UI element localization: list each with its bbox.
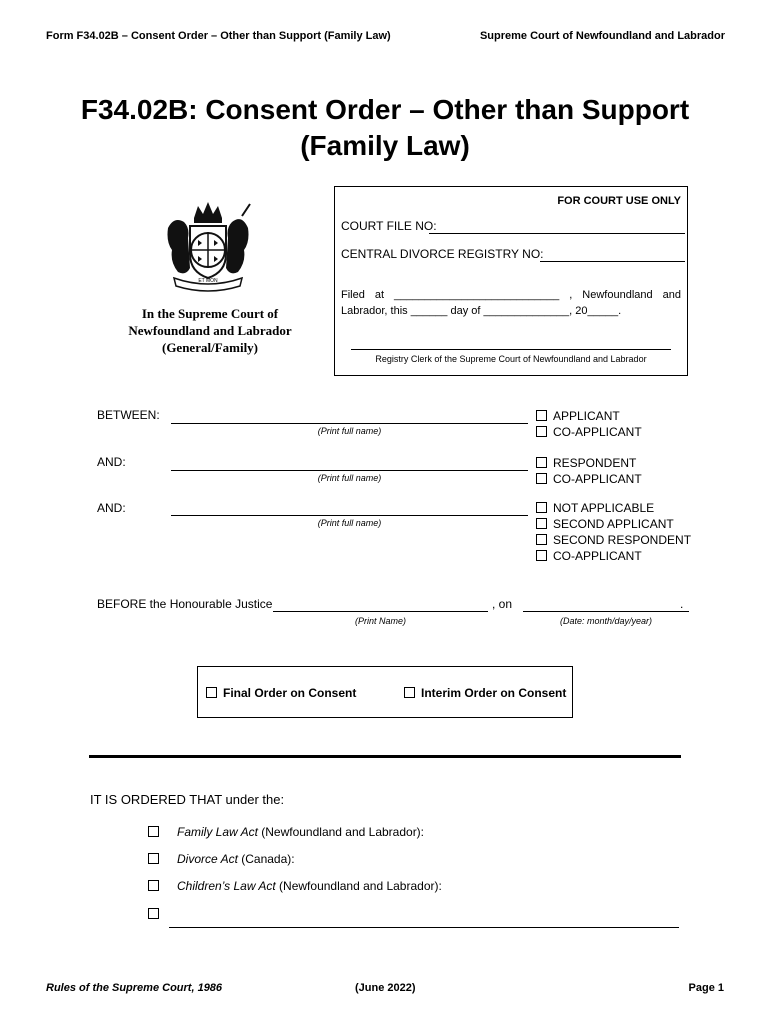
checkbox[interactable] xyxy=(148,880,159,891)
court-line-3: (General/Family) xyxy=(161,340,259,355)
final-order-label: Final Order on Consent xyxy=(223,686,357,700)
divorce-registry-label: CENTRAL DIVORCE REGISTRY NO: xyxy=(341,247,544,261)
option-second-applicant[interactable] xyxy=(536,516,691,532)
party-1-label: BETWEEN: xyxy=(97,408,160,422)
option-label: NOT APPLICABLE xyxy=(553,501,655,515)
interim-order-option[interactable] xyxy=(404,686,566,700)
checkbox[interactable] xyxy=(536,502,547,513)
checkbox[interactable] xyxy=(536,473,547,484)
ordered-intro: IT IS ORDERED THAT under the: xyxy=(90,792,285,807)
court-line-1: In the Supreme Court of xyxy=(141,306,279,321)
footer-page: Page 1 xyxy=(688,982,724,994)
party-2-options xyxy=(536,455,642,487)
page-title xyxy=(0,92,770,164)
clerk-caption: Registry Clerk of the Supreme Court of Newfoundland and Labrador xyxy=(375,354,647,364)
checkbox[interactable] xyxy=(148,853,159,864)
option-co-applicant[interactable] xyxy=(536,424,642,440)
title-line-2: (Family Law) xyxy=(300,130,470,161)
act-title: Divorce Act xyxy=(177,852,238,866)
date-caption: (Date: month/day/year) xyxy=(559,616,653,626)
party-3-label: AND: xyxy=(97,501,126,515)
court-use-heading: FOR COURT USE ONLY xyxy=(557,195,681,207)
option-not-applicable[interactable] xyxy=(536,500,691,516)
option-co-applicant[interactable] xyxy=(536,471,642,487)
act-title: Children’s Law Act xyxy=(177,879,276,893)
option-respondent[interactable] xyxy=(536,455,642,471)
party-2-name-field[interactable] xyxy=(171,470,528,471)
act-divorce[interactable] xyxy=(148,852,295,866)
court-file-label: COURT FILE NO: xyxy=(341,219,437,233)
divorce-registry-field[interactable] xyxy=(540,261,685,262)
filed-text xyxy=(341,287,681,319)
party-3-options xyxy=(536,500,691,564)
act-suffix: (Canada): xyxy=(237,852,295,866)
clerk-signature-field[interactable] xyxy=(351,349,671,350)
option-label: SECOND APPLICANT xyxy=(553,517,674,531)
option-label: SECOND RESPONDENT xyxy=(553,533,692,547)
option-label: APPLICANT xyxy=(553,409,620,423)
court-use-box xyxy=(334,186,688,376)
checkbox[interactable] xyxy=(148,826,159,837)
before-label: BEFORE the Honourable Justice xyxy=(97,597,273,611)
option-label: CO-APPLICANT xyxy=(553,425,642,439)
option-applicant[interactable] xyxy=(536,408,642,424)
party-2-caption: (Print full name) xyxy=(317,473,382,483)
act-childrens-law[interactable] xyxy=(148,879,442,893)
final-order-option[interactable] xyxy=(206,686,356,700)
other-act-field[interactable] xyxy=(169,927,679,928)
justice-name-field[interactable] xyxy=(273,611,488,612)
header-court-name: Supreme Court of Newfoundland and Labrador xyxy=(479,30,725,42)
act-suffix: (Newfoundland and Labrador): xyxy=(257,825,425,839)
order-date-field[interactable] xyxy=(523,611,689,612)
filed-line-2: Labrador, this ______ day of ______________, 20_____. xyxy=(341,305,622,317)
interim-order-label: Interim Order on Consent xyxy=(421,686,567,700)
filed-line-1: Filed at ___________________________ , Newfoundland and xyxy=(341,289,681,301)
checkbox[interactable] xyxy=(536,457,547,468)
party-3-name-field[interactable] xyxy=(171,515,528,516)
option-label: RESPONDENT xyxy=(553,456,637,470)
party-3-caption: (Print full name) xyxy=(317,518,382,528)
checkbox[interactable] xyxy=(404,687,415,698)
before-period: . xyxy=(680,597,684,611)
party-1-caption: (Print full name) xyxy=(317,426,382,436)
act-title: Family Law Act xyxy=(177,825,258,839)
court-block xyxy=(110,305,310,356)
title-line-1: F34.02B: Consent Order – Other than Support xyxy=(80,94,690,125)
option-second-respondent[interactable] xyxy=(536,532,691,548)
section-divider xyxy=(89,755,681,758)
party-1-name-field[interactable] xyxy=(171,423,528,424)
checkbox[interactable] xyxy=(536,534,547,545)
footer-rules: Rules of the Supreme Court, 1986 xyxy=(46,982,223,994)
option-label: CO-APPLICANT xyxy=(553,472,642,486)
act-other[interactable] xyxy=(148,907,165,921)
court-line-2: Newfoundland and Labrador xyxy=(128,323,292,338)
checkbox[interactable] xyxy=(536,410,547,421)
justice-name-caption: (Print Name) xyxy=(354,616,406,626)
footer-date: (June 2022) xyxy=(355,982,416,994)
court-file-field[interactable] xyxy=(429,233,685,234)
crest-motto: ET MON xyxy=(198,278,218,284)
before-on: , on xyxy=(492,597,513,611)
header-form-title: Form F34.02B – Consent Order – Other than Support (Family Law) xyxy=(46,30,391,42)
option-co-applicant[interactable] xyxy=(536,548,691,564)
act-suffix: (Newfoundland and Labrador): xyxy=(275,879,442,893)
party-2-label: AND: xyxy=(97,455,126,469)
act-family-law[interactable] xyxy=(148,825,424,839)
option-label: CO-APPLICANT xyxy=(553,549,642,563)
order-type-box xyxy=(197,666,573,718)
checkbox[interactable] xyxy=(206,687,217,698)
checkbox[interactable] xyxy=(536,518,547,529)
checkbox[interactable] xyxy=(148,908,159,919)
checkbox[interactable] xyxy=(536,550,547,561)
checkbox[interactable] xyxy=(536,426,547,437)
party-1-options xyxy=(536,408,642,440)
